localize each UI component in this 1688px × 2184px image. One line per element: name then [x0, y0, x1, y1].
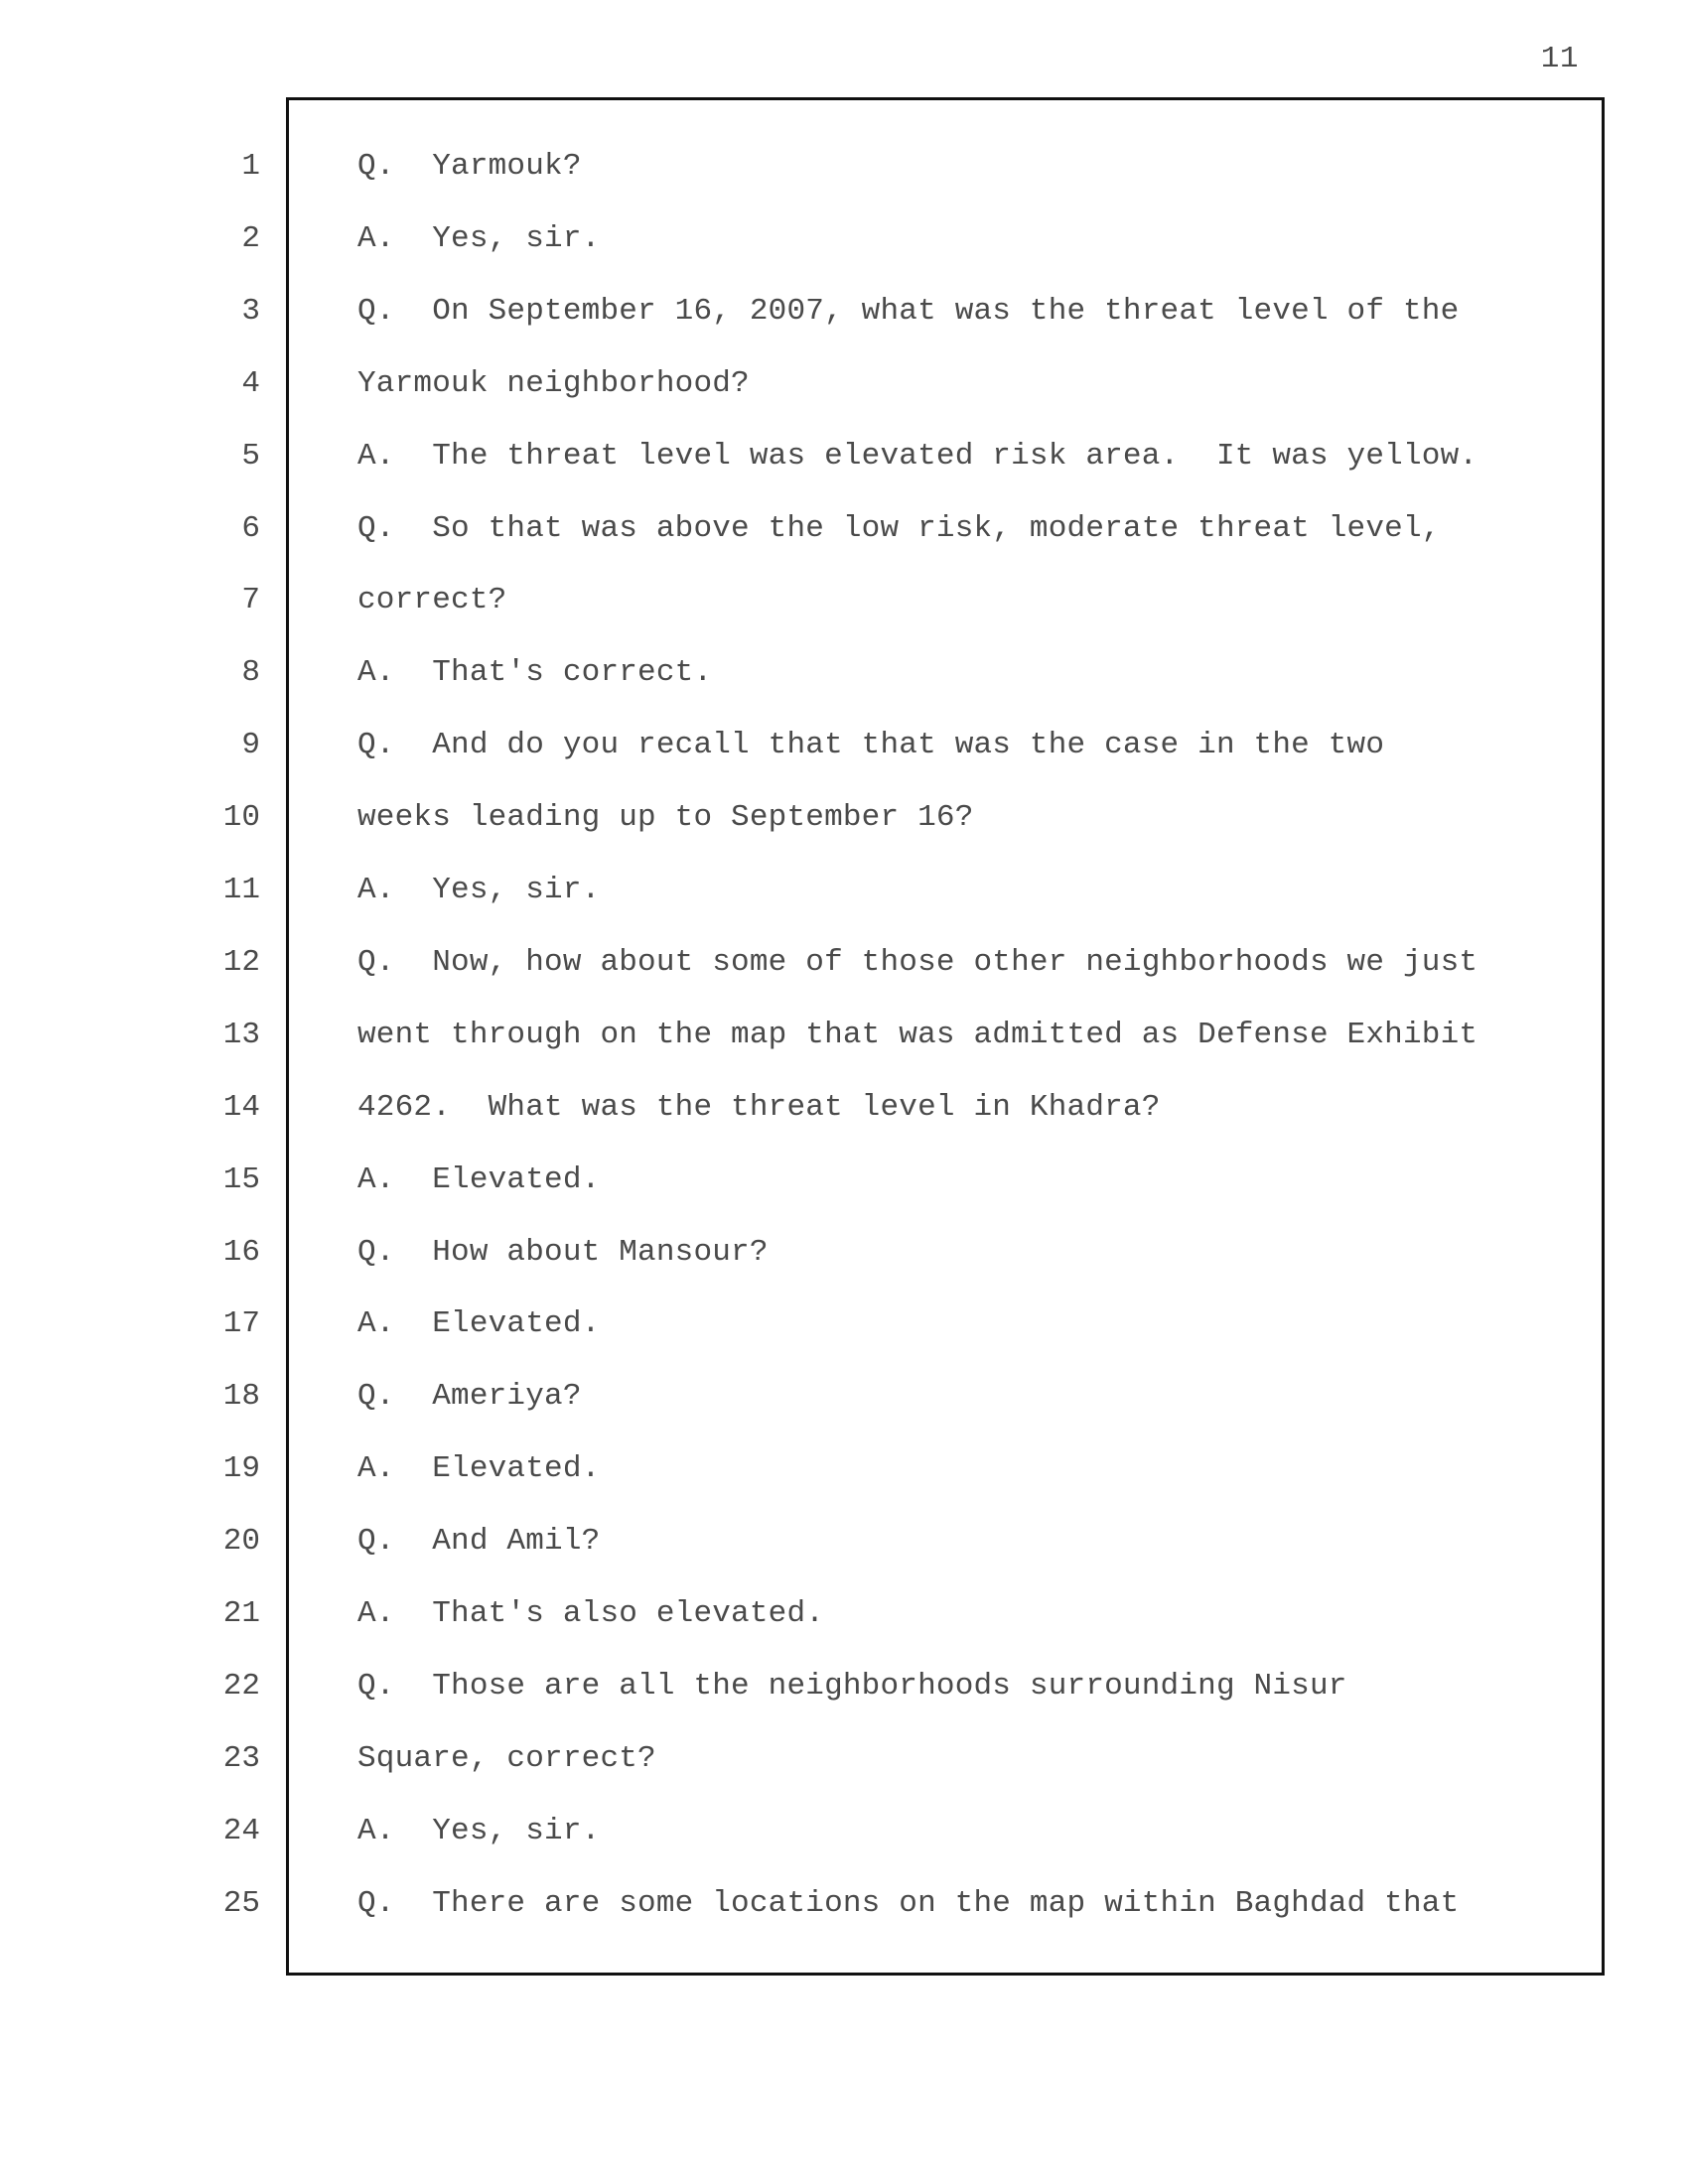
transcript-line: Q. And Amil? [357, 1524, 601, 1559]
transcript-line: A. That's also elevated. [357, 1596, 825, 1631]
transcript-line: A. That's correct. [357, 655, 713, 690]
transcript-line: Yarmouk neighborhood? [357, 366, 750, 401]
line-number: 19 [222, 1451, 260, 1486]
line-number: 12 [222, 945, 260, 980]
line-number: 13 [222, 1018, 260, 1052]
line-number: 25 [222, 1886, 260, 1921]
line-number: 14 [222, 1090, 260, 1125]
transcript-line: A. Elevated. [357, 1306, 601, 1341]
line-number: 6 [241, 511, 260, 546]
line-number: 15 [222, 1162, 260, 1197]
line-number: 21 [222, 1596, 260, 1631]
transcript-line: A. Yes, sir. [357, 1814, 601, 1848]
transcript-line: A. Yes, sir. [357, 221, 601, 256]
line-number: 16 [222, 1235, 260, 1270]
transcript-line: Q. Ameriya? [357, 1379, 582, 1414]
line-number: 23 [222, 1741, 260, 1776]
transcript-line: Q. Now, how about some of those other neighborhoods we just [357, 945, 1478, 980]
transcript-line: Q. There are some locations on the map within Baghdad that [357, 1886, 1460, 1921]
line-number: 3 [241, 294, 260, 329]
transcript-line: Square, correct? [357, 1741, 656, 1776]
transcript-line: weeks leading up to September 16? [357, 800, 974, 835]
line-number: 8 [241, 655, 260, 690]
transcript-line: went through on the map that was admitted as Defense Exhibit [357, 1018, 1478, 1052]
transcript-line: correct? [357, 583, 507, 617]
page-number: 11 [1540, 42, 1579, 76]
transcript-line: Q. And do you recall that that was the case in the two [357, 728, 1385, 762]
transcript-line: A. Elevated. [357, 1451, 601, 1486]
line-number: 24 [222, 1814, 260, 1848]
line-number: 2 [241, 221, 260, 256]
line-number: 10 [222, 800, 260, 835]
transcript-line: Q. How about Mansour? [357, 1235, 769, 1270]
transcript-line: A. Elevated. [357, 1162, 601, 1197]
line-number: 4 [241, 366, 260, 401]
transcript-line: Q. Yarmouk? [357, 149, 582, 184]
transcript-line: Q. On September 16, 2007, what was the threat level of the [357, 294, 1460, 329]
line-number: 22 [222, 1669, 260, 1704]
transcript-line: 4262. What was the threat level in Khadra? [357, 1090, 1161, 1125]
transcript-line: Q. So that was above the low risk, moderate threat level, [357, 511, 1441, 546]
line-number: 17 [222, 1306, 260, 1341]
transcript-line: A. The threat level was elevated risk area. It was yellow. [357, 439, 1478, 474]
line-number: 1 [241, 149, 260, 184]
line-number: 5 [241, 439, 260, 474]
line-number: 18 [222, 1379, 260, 1414]
transcript-line: Q. Those are all the neighborhoods surrounding Nisur [357, 1669, 1347, 1704]
line-number: 7 [241, 583, 260, 617]
line-number: 20 [222, 1524, 260, 1559]
transcript-line: A. Yes, sir. [357, 873, 601, 907]
line-number: 11 [222, 873, 260, 907]
line-number: 9 [241, 728, 260, 762]
